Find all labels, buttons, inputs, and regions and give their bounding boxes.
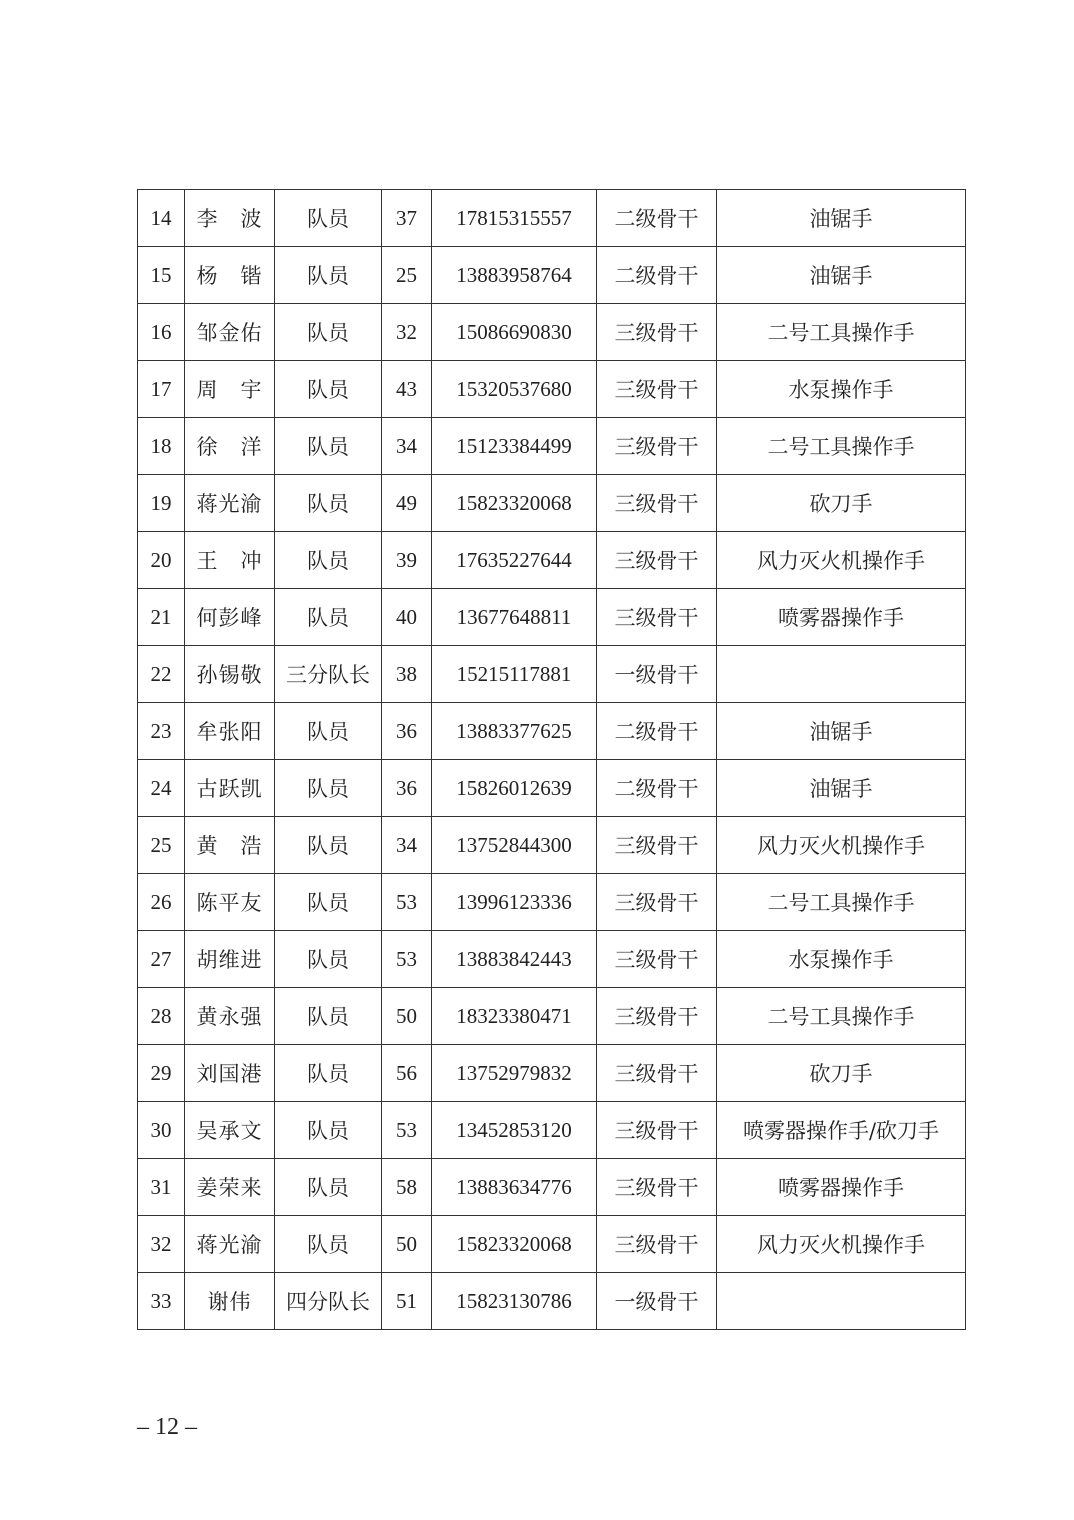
phone-cell: 15086690830	[432, 304, 597, 361]
table-row	[138, 247, 966, 304]
duty-cell: 风力灭火机操作手	[717, 817, 966, 874]
skill-level-cell: 二级骨干	[597, 703, 717, 760]
table-row	[138, 1102, 966, 1159]
skill-level-cell: 一级骨干	[597, 1273, 717, 1330]
duty-cell: 风力灭火机操作手	[717, 1216, 966, 1273]
table-row	[138, 874, 966, 931]
row-number-cell: 25	[138, 817, 185, 874]
skill-level-cell: 一级骨干	[597, 646, 717, 703]
phone-cell: 15823130786	[432, 1273, 597, 1330]
skill-level-cell: 三级骨干	[597, 589, 717, 646]
member-name-cell: 牟张阳	[185, 703, 275, 760]
age-cell: 36	[382, 703, 432, 760]
role-cell: 队员	[275, 760, 382, 817]
phone-cell: 13883842443	[432, 931, 597, 988]
role-cell: 队员	[275, 1102, 382, 1159]
table-row	[138, 1159, 966, 1216]
row-number-cell: 33	[138, 1273, 185, 1330]
age-cell: 50	[382, 988, 432, 1045]
skill-level-cell: 二级骨干	[597, 760, 717, 817]
role-cell: 队员	[275, 931, 382, 988]
skill-level-cell: 三级骨干	[597, 1159, 717, 1216]
row-number-cell: 20	[138, 532, 185, 589]
member-name-cell: 谢伟	[185, 1273, 275, 1330]
phone-cell: 13752979832	[432, 1045, 597, 1102]
table-row	[138, 988, 966, 1045]
phone-cell: 15320537680	[432, 361, 597, 418]
row-number-cell: 27	[138, 931, 185, 988]
duty-cell: 风力灭火机操作手	[717, 532, 966, 589]
age-cell: 36	[382, 760, 432, 817]
age-cell: 53	[382, 1102, 432, 1159]
duty-cell: 油锯手	[717, 247, 966, 304]
duty-cell: 砍刀手	[717, 475, 966, 532]
row-number-cell: 22	[138, 646, 185, 703]
row-number-cell: 31	[138, 1159, 185, 1216]
table-row	[138, 418, 966, 475]
role-cell: 队员	[275, 190, 382, 247]
role-cell: 队员	[275, 247, 382, 304]
member-name-cell: 姜荣来	[185, 1159, 275, 1216]
phone-cell: 18323380471	[432, 988, 597, 1045]
table-row	[138, 646, 966, 703]
role-cell: 队员	[275, 1045, 382, 1102]
member-name-cell: 李 波	[185, 190, 275, 247]
role-cell: 队员	[275, 589, 382, 646]
phone-cell: 13677648811	[432, 589, 597, 646]
role-cell: 队员	[275, 304, 382, 361]
row-number-cell: 18	[138, 418, 185, 475]
table-row	[138, 817, 966, 874]
table-row	[138, 475, 966, 532]
age-cell: 32	[382, 304, 432, 361]
table-row	[138, 190, 966, 247]
roster-table	[137, 189, 966, 1330]
phone-cell: 13883634776	[432, 1159, 597, 1216]
skill-level-cell: 三级骨干	[597, 1045, 717, 1102]
age-cell: 40	[382, 589, 432, 646]
phone-cell: 13996123336	[432, 874, 597, 931]
role-cell: 三分队长	[275, 646, 382, 703]
member-name-cell: 胡维进	[185, 931, 275, 988]
row-number-cell: 17	[138, 361, 185, 418]
member-name-cell: 吴承文	[185, 1102, 275, 1159]
duty-cell: 油锯手	[717, 760, 966, 817]
phone-cell: 15826012639	[432, 760, 597, 817]
skill-level-cell: 三级骨干	[597, 475, 717, 532]
duty-cell: 喷雾器操作手	[717, 589, 966, 646]
row-number-cell: 15	[138, 247, 185, 304]
member-name-cell: 蒋光渝	[185, 475, 275, 532]
phone-cell: 15215117881	[432, 646, 597, 703]
role-cell: 队员	[275, 1159, 382, 1216]
table-row	[138, 1216, 966, 1273]
role-cell: 队员	[275, 1216, 382, 1273]
age-cell: 56	[382, 1045, 432, 1102]
roster-body	[138, 190, 966, 1330]
member-name-cell: 何彭峰	[185, 589, 275, 646]
duty-cell: 二号工具操作手	[717, 418, 966, 475]
row-number-cell: 23	[138, 703, 185, 760]
role-cell: 队员	[275, 703, 382, 760]
duty-cell: 二号工具操作手	[717, 988, 966, 1045]
row-number-cell: 32	[138, 1216, 185, 1273]
row-number-cell: 26	[138, 874, 185, 931]
age-cell: 50	[382, 1216, 432, 1273]
member-name-cell: 刘国港	[185, 1045, 275, 1102]
age-cell: 25	[382, 247, 432, 304]
skill-level-cell: 三级骨干	[597, 874, 717, 931]
phone-cell: 13752844300	[432, 817, 597, 874]
skill-level-cell: 三级骨干	[597, 988, 717, 1045]
table-row	[138, 760, 966, 817]
duty-cell: 喷雾器操作手	[717, 1159, 966, 1216]
table-row	[138, 703, 966, 760]
age-cell: 49	[382, 475, 432, 532]
table-row	[138, 931, 966, 988]
age-cell: 43	[382, 361, 432, 418]
duty-cell	[717, 646, 966, 703]
age-cell: 34	[382, 817, 432, 874]
duty-cell: 水泵操作手	[717, 361, 966, 418]
member-name-cell: 陈平友	[185, 874, 275, 931]
phone-cell: 15823320068	[432, 475, 597, 532]
table-row	[138, 361, 966, 418]
phone-cell: 13452853120	[432, 1102, 597, 1159]
skill-level-cell: 三级骨干	[597, 1216, 717, 1273]
role-cell: 队员	[275, 988, 382, 1045]
age-cell: 38	[382, 646, 432, 703]
age-cell: 51	[382, 1273, 432, 1330]
skill-level-cell: 三级骨干	[597, 1102, 717, 1159]
member-name-cell: 徐 洋	[185, 418, 275, 475]
duty-cell	[717, 1273, 966, 1330]
duty-cell: 二号工具操作手	[717, 304, 966, 361]
phone-cell: 17635227644	[432, 532, 597, 589]
member-name-cell: 黄 浩	[185, 817, 275, 874]
skill-level-cell: 三级骨干	[597, 817, 717, 874]
role-cell: 队员	[275, 874, 382, 931]
role-cell: 队员	[275, 361, 382, 418]
row-number-cell: 19	[138, 475, 185, 532]
table-row	[138, 1045, 966, 1102]
role-cell: 队员	[275, 418, 382, 475]
skill-level-cell: 三级骨干	[597, 304, 717, 361]
duty-cell: 油锯手	[717, 703, 966, 760]
table-row	[138, 1273, 966, 1330]
row-number-cell: 28	[138, 988, 185, 1045]
row-number-cell: 29	[138, 1045, 185, 1102]
age-cell: 53	[382, 874, 432, 931]
phone-cell: 15823320068	[432, 1216, 597, 1273]
member-name-cell: 杨 锴	[185, 247, 275, 304]
row-number-cell: 24	[138, 760, 185, 817]
duty-cell: 油锯手	[717, 190, 966, 247]
skill-level-cell: 三级骨干	[597, 418, 717, 475]
table-row	[138, 532, 966, 589]
duty-cell: 二号工具操作手	[717, 874, 966, 931]
member-name-cell: 古跃凯	[185, 760, 275, 817]
table-row	[138, 589, 966, 646]
member-name-cell: 蒋光渝	[185, 1216, 275, 1273]
member-name-cell: 周 宇	[185, 361, 275, 418]
duty-cell: 喷雾器操作手/砍刀手	[717, 1102, 966, 1159]
age-cell: 39	[382, 532, 432, 589]
age-cell: 58	[382, 1159, 432, 1216]
phone-cell: 17815315557	[432, 190, 597, 247]
table-row	[138, 304, 966, 361]
role-cell: 队员	[275, 475, 382, 532]
skill-level-cell: 三级骨干	[597, 931, 717, 988]
duty-cell: 砍刀手	[717, 1045, 966, 1102]
age-cell: 34	[382, 418, 432, 475]
phone-cell: 13883958764	[432, 247, 597, 304]
skill-level-cell: 三级骨干	[597, 361, 717, 418]
member-name-cell: 孙锡敬	[185, 646, 275, 703]
row-number-cell: 30	[138, 1102, 185, 1159]
skill-level-cell: 二级骨干	[597, 190, 717, 247]
role-cell: 四分队长	[275, 1273, 382, 1330]
duty-cell: 水泵操作手	[717, 931, 966, 988]
phone-cell: 15123384499	[432, 418, 597, 475]
member-name-cell: 王 冲	[185, 532, 275, 589]
role-cell: 队员	[275, 817, 382, 874]
page-number: – 12 –	[137, 1414, 197, 1440]
phone-cell: 13883377625	[432, 703, 597, 760]
member-name-cell: 邹金佑	[185, 304, 275, 361]
age-cell: 37	[382, 190, 432, 247]
skill-level-cell: 三级骨干	[597, 532, 717, 589]
member-name-cell: 黄永强	[185, 988, 275, 1045]
skill-level-cell: 二级骨干	[597, 247, 717, 304]
row-number-cell: 16	[138, 304, 185, 361]
role-cell: 队员	[275, 532, 382, 589]
age-cell: 53	[382, 931, 432, 988]
row-number-cell: 14	[138, 190, 185, 247]
row-number-cell: 21	[138, 589, 185, 646]
